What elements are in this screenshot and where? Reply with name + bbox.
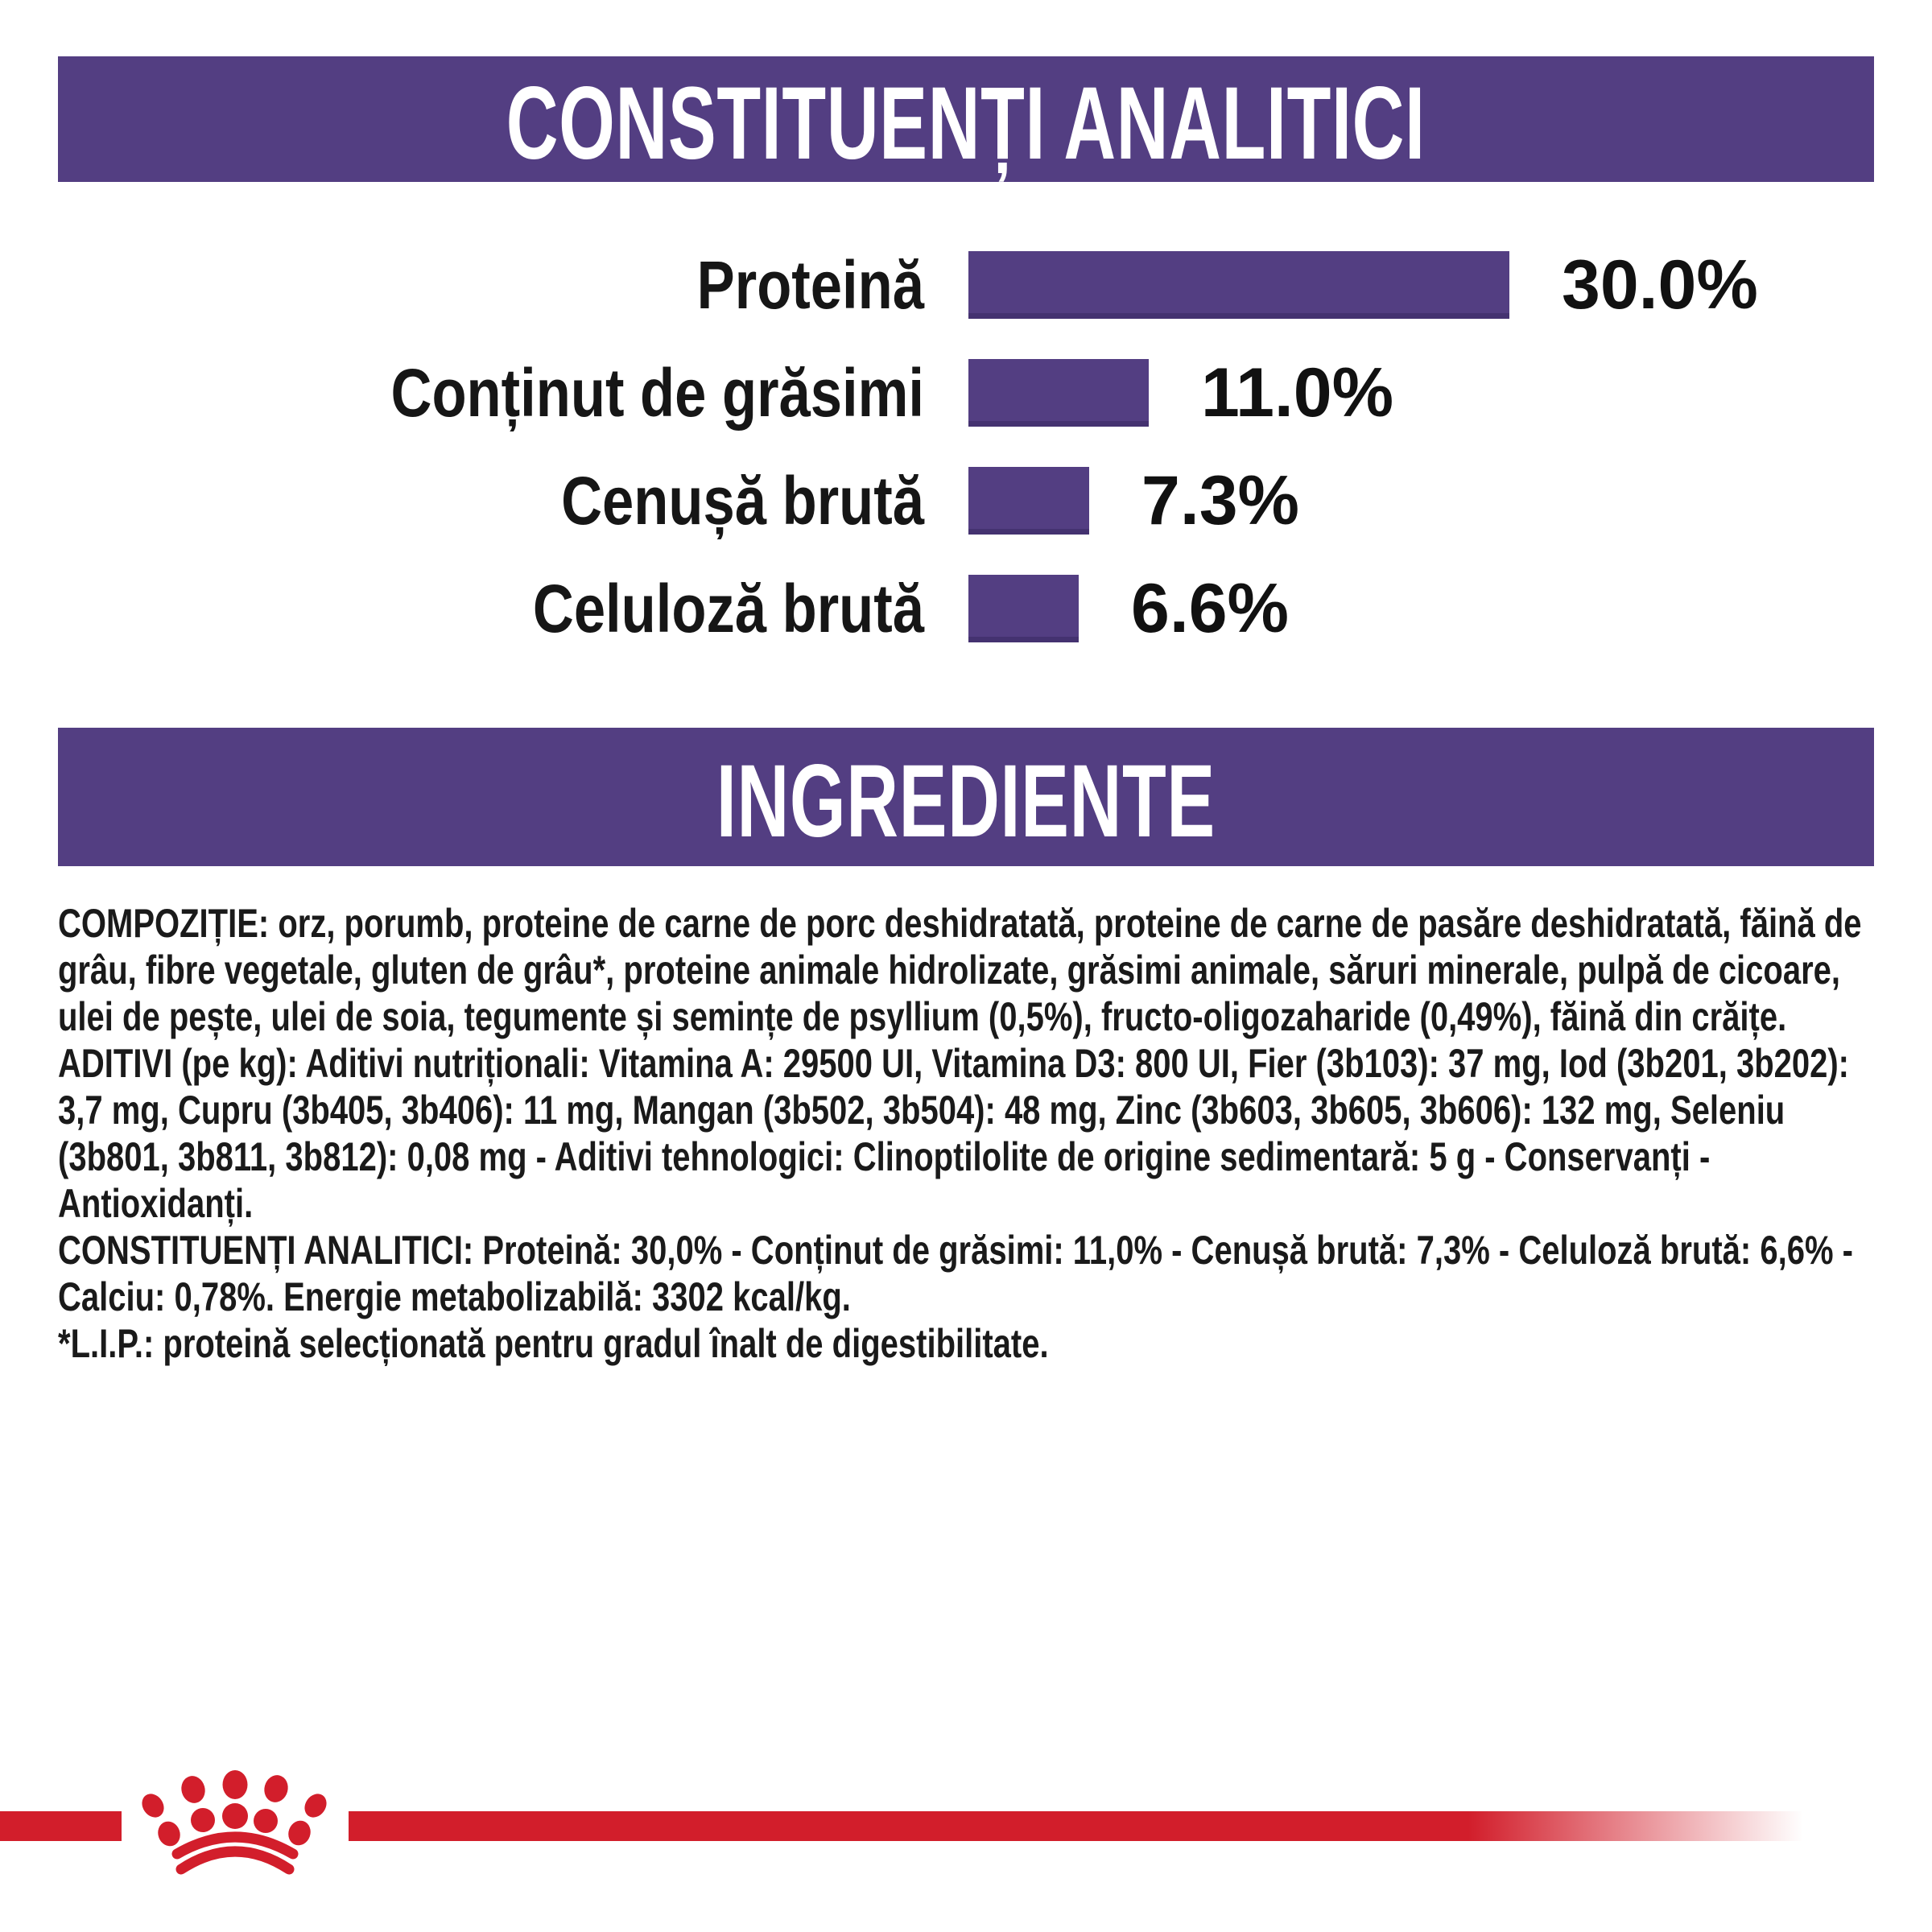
royal-canin-crown-logo [138, 1765, 332, 1882]
analytical-constituents-banner [58, 56, 1874, 182]
analytical-constituents-bar-chart [55, 246, 1874, 647]
ingredients-paragraph: COMPOZIȚIE: orz, porumb, proteine de carne de porc deshidratată, proteine de carne de pasăre deshidratată, făină de grâu, fibre vegetale, gluten de grâu*, proteine animale hidrolizate, grăsimi animale, săruri minerale, pulpă de cicoare, ulei de pește, ulei de soia, tegumente și semințe de psyllium (0,5%), fructo-oligozaharide (0,49%), făină din crăițe. [58, 901, 1862, 1039]
ingredients-paragraph: CONSTITUENȚI ANALITICI: Proteină: 30,0% - Conținut de grăsimi: 11,0% - Cenușă brută: 7,3% - Celuloză brută: 6,6% - Calciu: 0,78%. Energie metabolizabilă: 3302 kcal/kg. [58, 1228, 1853, 1319]
chart-value-label: 11.0% [1201, 353, 1394, 431]
ingredients-banner [58, 728, 1874, 866]
chart-bar [968, 251, 1509, 319]
chart-bar [968, 575, 1079, 642]
chart-category-label: Conținut de grăsimi [390, 354, 925, 431]
footer-red-band-right [349, 1811, 1803, 1841]
ingredients-paragraph: *L.I.P.: proteină selecționată pentru gradul înalt de digestibilitate. [58, 1321, 1049, 1366]
chart-row [55, 246, 1874, 324]
ingredients-paragraph: ADITIVI (pe kg): Aditivi nutriționali: Vitamina A: 29500 UI, Vitamina D3: 800 UI, Fier (3b103): 37 mg, Iod (3b201, 3b202): 3,7 mg, Cupru (3b405, 3b406): 11 mg, Mangan (3b502, 3b504): 48 mg, Zinc (3b603, 3b605, 3b606): 132 mg, Seleniu (3b801, 3b811, 3b812): 0,08 mg - Aditivi tehnologici: Clinoptilolite de origine sedimentară: 5 g - Conservanți - Antioxidanți. [58, 1041, 1849, 1226]
ingredients-text-block [58, 900, 1874, 1367]
footer-red-band-left [0, 1811, 122, 1841]
chart-row [55, 353, 1874, 431]
chart-category-label: Celuloză brută [532, 570, 924, 646]
ingredients-title: INGREDIENTE [716, 744, 1216, 859]
chart-bar [968, 359, 1149, 427]
chart-value-label: 6.6% [1131, 569, 1290, 647]
chart-bar [968, 467, 1089, 535]
chart-value-label: 7.3% [1141, 461, 1300, 539]
chart-row [55, 461, 1874, 539]
chart-category-label: Cenușă brută [561, 462, 924, 539]
chart-category-label: Proteină [696, 246, 924, 323]
chart-value-label: 30.0% [1562, 246, 1758, 324]
analytical-constituents-title: CONSTITUENȚI ANALITICI [506, 66, 1426, 181]
crown-base-arcs [177, 1837, 293, 1869]
chart-row [55, 569, 1874, 647]
